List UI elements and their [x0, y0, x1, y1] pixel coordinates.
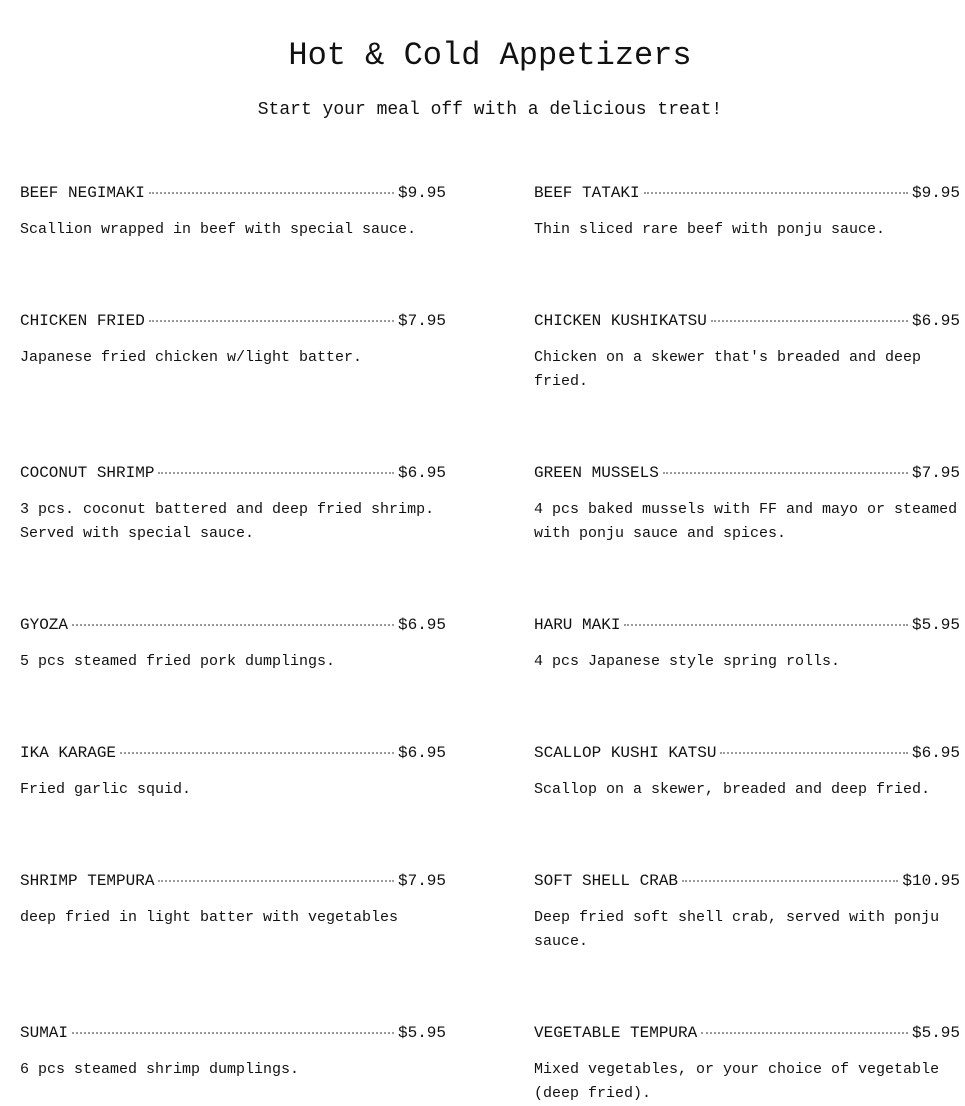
item-price: $6.95 — [397, 616, 446, 634]
item-header — [534, 182, 960, 204]
item-price: $5.95 — [911, 1024, 960, 1042]
dot-leader — [158, 472, 394, 474]
menu-item — [534, 182, 960, 242]
item-description: 6 pcs steamed shrimp dumplings. — [20, 1061, 300, 1078]
item-description: 4 pcs Japanese style spring rolls. — [534, 653, 841, 670]
page-title: Hot & Cold Appetizers — [288, 37, 692, 74]
item-price: $9.95 — [397, 184, 446, 202]
item-price: $6.95 — [911, 312, 960, 330]
menu-item — [20, 870, 446, 930]
item-description: Chicken on a skewer that's breaded and deep fried. — [534, 349, 922, 390]
item-description: Fried garlic squid. — [20, 781, 192, 798]
dot-leader — [158, 880, 394, 882]
item-price: $5.95 — [397, 1024, 446, 1042]
item-description: Japanese fried chicken w/light batter. — [20, 349, 363, 366]
menu-item — [20, 182, 446, 242]
item-name: SHRIMP TEMPURA — [20, 872, 155, 890]
item-price: $6.95 — [397, 744, 446, 762]
dot-leader — [72, 1032, 394, 1034]
item-description: Deep fried soft shell crab, served with ponju sauce. — [534, 909, 940, 950]
item-name: HARU MAKI — [534, 616, 621, 634]
item-description: Scallop on a skewer, breaded and deep fried. — [534, 781, 931, 798]
item-description: Thin sliced rare beef with ponju sauce. — [534, 221, 886, 238]
menu-item — [20, 310, 446, 370]
page-subtitle: Start your meal off with a delicious treat! — [257, 100, 723, 120]
dot-leader — [72, 624, 394, 626]
dot-leader — [644, 192, 908, 194]
item-description: deep fried in light batter with vegetables — [20, 909, 399, 926]
menu-item — [20, 614, 446, 674]
item-header — [20, 182, 446, 204]
item-description: 4 pcs baked mussels with FF and mayo or steamed with ponju sauce and spices. — [534, 501, 958, 542]
item-name: CHICKEN FRIED — [20, 312, 145, 330]
item-header — [534, 462, 960, 484]
menu-item — [534, 462, 960, 546]
item-price: $6.95 — [397, 464, 446, 482]
item-header — [20, 870, 446, 892]
item-name: GYOZA — [20, 616, 69, 634]
menu-item — [20, 1022, 446, 1082]
menu-item — [534, 870, 960, 954]
menu-item — [534, 614, 960, 674]
dot-leader — [120, 752, 394, 754]
item-header — [20, 742, 446, 764]
item-price: $6.95 — [911, 744, 960, 762]
dot-leader — [149, 320, 394, 322]
item-header — [534, 870, 960, 892]
dot-leader — [711, 320, 908, 322]
item-name: VEGETABLE TEMPURA — [534, 1024, 698, 1042]
item-name: BEEF NEGIMAKI — [20, 184, 145, 202]
item-description: Scallion wrapped in beef with special sauce. — [20, 221, 417, 238]
item-description: 5 pcs steamed fried pork dumplings. — [20, 653, 336, 670]
item-header — [534, 310, 960, 332]
item-header — [20, 614, 446, 636]
item-name: SOFT SHELL CRAB — [534, 872, 679, 890]
item-price: $7.95 — [397, 312, 446, 330]
item-header — [20, 462, 446, 484]
item-price: $5.95 — [911, 616, 960, 634]
item-name: CHICKEN KUSHIKATSU — [534, 312, 707, 330]
item-name: SUMAI — [20, 1024, 69, 1042]
item-header — [20, 1022, 446, 1044]
menu-item — [20, 742, 446, 802]
item-description: 3 pcs. coconut battered and deep fried shrimp. Served with special sauce. — [20, 501, 435, 542]
dot-leader — [624, 624, 908, 626]
item-price: $7.95 — [911, 464, 960, 482]
item-name: IKA KARAGE — [20, 744, 117, 762]
dot-leader — [701, 1032, 908, 1034]
item-price: $7.95 — [397, 872, 446, 890]
dot-leader — [663, 472, 908, 474]
item-name: SCALLOP KUSHI KATSU — [534, 744, 717, 762]
item-header — [20, 310, 446, 332]
item-header — [534, 742, 960, 764]
item-price: $10.95 — [902, 872, 960, 890]
item-name: BEEF TATAKI — [534, 184, 640, 202]
item-header — [534, 1022, 960, 1044]
item-price: $9.95 — [911, 184, 960, 202]
dot-leader — [149, 192, 394, 194]
item-name: COCONUT SHRIMP — [20, 464, 155, 482]
menu-item — [534, 742, 960, 802]
dot-leader — [682, 880, 898, 882]
item-description: Mixed vegetables, or your choice of vegetable (deep fried). — [534, 1061, 940, 1102]
menu-item — [20, 462, 446, 546]
item-name: GREEN MUSSELS — [534, 464, 659, 482]
item-header — [534, 614, 960, 636]
menu-item — [534, 310, 960, 394]
menu-item — [534, 1022, 960, 1106]
dot-leader — [720, 752, 908, 754]
